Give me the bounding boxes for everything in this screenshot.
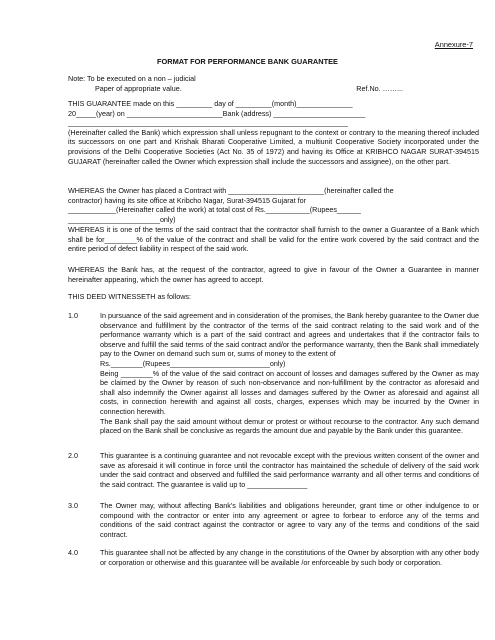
- guarantee-body: (Hereinafter called the Bank) which expression shall unless repugnant to the context or contrary to the meaning thereof included its successors on one part and Krishak Bharati Cooperative Limited, a multiunit Cooperative Society incorporated under the provisions of the Delhi Cooperative Societies (Act No. 35 of 1972) and having its Office at KRIBHCO NAGAR SURAT-394515 GUJARAT (hereinafter called the Owner which expression shall include the successors and assignee), on the other part.: [68, 127, 479, 166]
- whereas-contract-paragraph: [68, 186, 479, 224]
- clause-1-text-2: Rs.________(Rupees_________________________only): [100, 358, 286, 368]
- clause-number: 3.0: [68, 501, 78, 510]
- clause-text: The Owner may, without affecting Bank’s liabilities and obligations hereunder, grant time or other indulgence to or compound with the contractor or enter into any agreement or agree to forbear to enforce any of the terms and conditions of the said contract against the contractor or agree to vary any of the terms and conditions of the said contract.: [100, 501, 479, 539]
- contract-line-3: ____________(Hereinafter called the work) at total cost of Rs.___________(Rupees______: [68, 205, 361, 215]
- clause-number: 4.0: [68, 548, 78, 557]
- whereas-bank-paragraph: [68, 265, 479, 284]
- clause-text: [100, 311, 479, 436]
- clause-1-text-4: The Bank shall pay the said amount without demur or protest or without recourse to the contractor. Any such demand placed on the Bank shall be conclusive as regards the amount due and payable by the Bank under this guarantee.: [100, 416, 479, 436]
- bank-text: WHEREAS the Bank has, at the request of the contractor, agreed to give in favour of the Owner a Guarantee in manner hereinafter appearing, which the owner has agreed to accept.: [68, 265, 479, 284]
- clause-text: This guarantee shall not be affected by any change in the constitutions of the Owner by absorption with any other body or corporation or otherwise and this guarantee will be available /or enforceable by such body or corporation.: [100, 548, 479, 567]
- guarantee-line-3: ______________________________________________________________________: [68, 118, 348, 128]
- document-title: FORMAT FOR PERFORMANCE BANK GUARANTEE: [157, 57, 338, 66]
- clause-1-text-1: In pursuance of the said agreement and in consideration of the promises, the Bank hereby guarantee to the Owner due observance and fulfillment by the contractor of the terms of the said contract relating to the said work and of the performance warranty which is a part of the said contract and agrees and undertakes that if the contractor fails to observe and fulfill the said terms of the said contract and/or the performance warranty, then the Bank shall immediately pay to the Owner on demand such sum or, sums of money to the extent of: [100, 311, 479, 359]
- note-line-2: Paper of appropriate value.: [95, 84, 182, 93]
- contract-line-4: _______________________only): [68, 214, 176, 224]
- note-line-1: Note: To be executed on a non – judicial: [68, 74, 196, 83]
- witness-text: THIS DEED WITNESSETH as follows:: [68, 292, 192, 301]
- annexure-label: Annexure-7: [434, 40, 473, 49]
- witness-line: [68, 292, 479, 302]
- contract-line-1: WHEREAS the Owner has placed a Contract with ________________________(hereinafter called the: [68, 186, 394, 195]
- clause-number: 1.0: [68, 311, 78, 320]
- guarantee-line-2: 20_____(year) on ________________________Bank (address) _______________________: [68, 108, 366, 118]
- guarantee-line-1: THIS GUARANTEE made on this _________ day of _________(month)______________: [68, 99, 353, 108]
- contract-line-2: contractor) having its site office at Kribcho Nagar, Surat-394515 Gujarat for: [68, 195, 306, 205]
- note-block: [68, 74, 196, 94]
- reference-number: Ref.No. ……...: [356, 84, 403, 93]
- clause-text: This guarantee is a continuing guarantee and not revocable except with the previous written consent of the owner and save as aforesaid it will continue in force until the contractor has maintained the schedule of delivery of the said work under the said contract and observed and fulfilled the said performance warranty and all other terms and conditions of the said contract. The guarantee is valid up to _______________: [100, 451, 479, 489]
- clause-number: 2.0: [68, 451, 78, 460]
- whereas-terms-paragraph: [68, 225, 479, 254]
- terms-text: WHEREAS it is one of the terms of the said contract that the contractor shall furnish to the owner a Guarantee of a Bank which shall be for________% of the value of the contract and shall be valid for the entire work covered by the said contract and the entire period of defect liability in respect of the said work.: [68, 225, 479, 254]
- clause-1-text-3: Being ________% of the value of the said contract on account of losses and damages suffered by the Owner as may be claimed by the Owner by reason of such non-observance and non-fulfillment by the contractor as aforesaid and shall also indemnify the Owner against all losses and damages suffered by the Owner as aforesaid and against all costs, in connection herewith and against all costs, charges, expenses which may be incurred by the Owner in connection herewith.: [100, 368, 479, 416]
- guarantee-paragraph: [68, 99, 479, 166]
